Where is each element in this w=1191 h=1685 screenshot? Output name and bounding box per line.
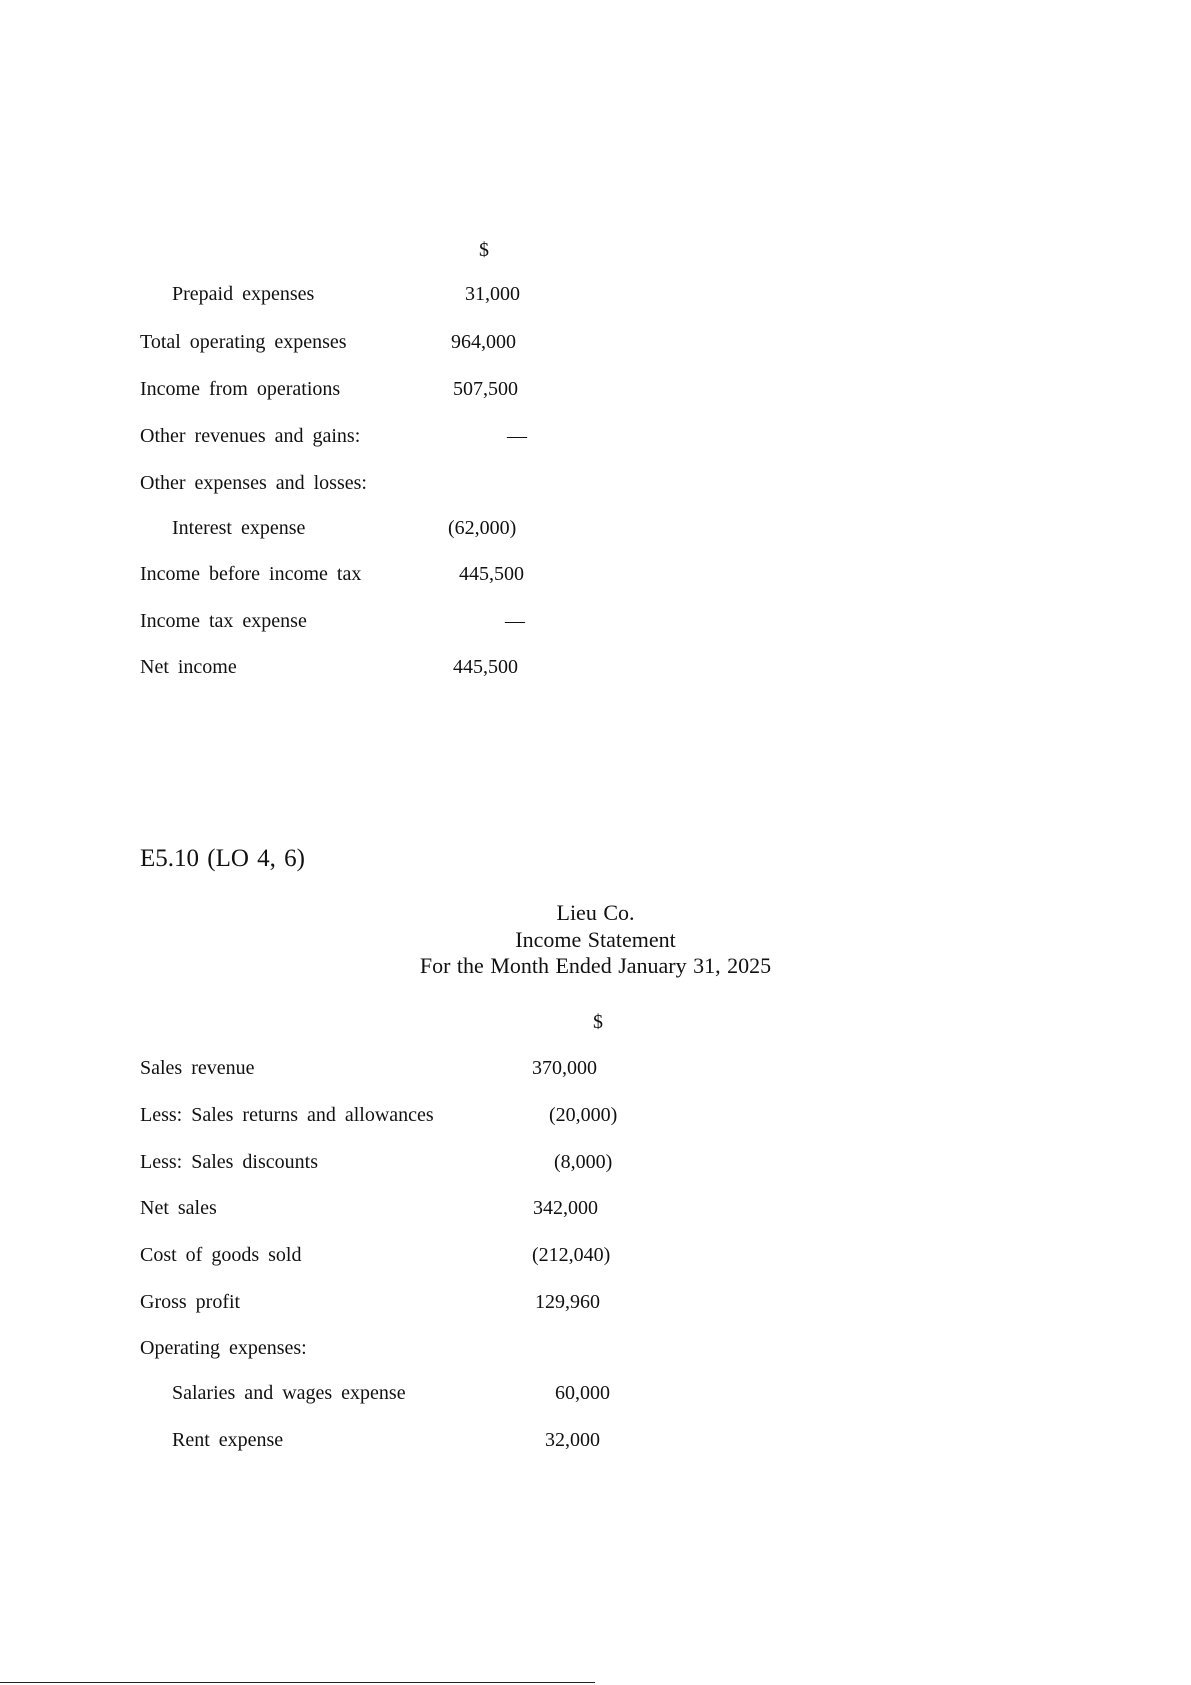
row-value: 31,000	[465, 283, 520, 305]
row-value: 445,500	[453, 656, 518, 678]
row-value: (62,000)	[448, 517, 517, 539]
row-label: Net sales	[140, 1197, 217, 1219]
row-value: 507,500	[453, 378, 518, 400]
row-label: Other revenues and gains:	[140, 425, 361, 447]
row-value: (212,040)	[532, 1244, 611, 1266]
row-label: Cost of goods sold	[140, 1244, 302, 1266]
row-value: 964,000	[451, 331, 516, 353]
currency-symbol: $	[593, 1011, 603, 1033]
row-value: 60,000	[555, 1382, 610, 1404]
row-label: Gross profit	[140, 1291, 241, 1313]
row-label: Income before income tax	[140, 563, 362, 585]
row-label: Net income	[140, 656, 237, 678]
row-label: Interest expense	[172, 517, 306, 539]
row-label: Income tax expense	[140, 610, 307, 632]
footnote-divider	[0, 1682, 595, 1683]
row-label: Less: Sales discounts	[140, 1151, 318, 1173]
row-value: 129,960	[535, 1291, 600, 1313]
row-label: Sales revenue	[140, 1057, 255, 1079]
currency-symbol: $	[479, 239, 489, 261]
row-value: 32,000	[545, 1429, 600, 1451]
row-label: Total operating expenses	[140, 331, 347, 353]
statement-period: For the Month Ended January 31, 2025	[419, 953, 772, 978]
row-value: (20,000)	[549, 1104, 618, 1126]
row-label: Less: Sales returns and allowances	[140, 1104, 434, 1126]
statement-title: Income Statement	[515, 927, 676, 952]
row-label: Rent expense	[172, 1429, 284, 1451]
row-label: Operating expenses:	[140, 1337, 307, 1359]
exercise-heading: E5.10 (LO 4, 6)	[140, 845, 305, 872]
row-label: Other expenses and losses:	[140, 472, 367, 494]
row-value: 445,500	[459, 563, 524, 585]
row-value: 370,000	[532, 1057, 597, 1079]
row-value: —	[507, 425, 527, 447]
row-value: (8,000)	[554, 1151, 613, 1173]
company-name: Lieu Co.	[556, 900, 635, 925]
row-value: —	[505, 610, 525, 632]
row-value: 342,000	[533, 1197, 598, 1219]
row-label: Income from operations	[140, 378, 341, 400]
row-label: Prepaid expenses	[172, 283, 315, 305]
row-label: Salaries and wages expense	[172, 1382, 406, 1404]
